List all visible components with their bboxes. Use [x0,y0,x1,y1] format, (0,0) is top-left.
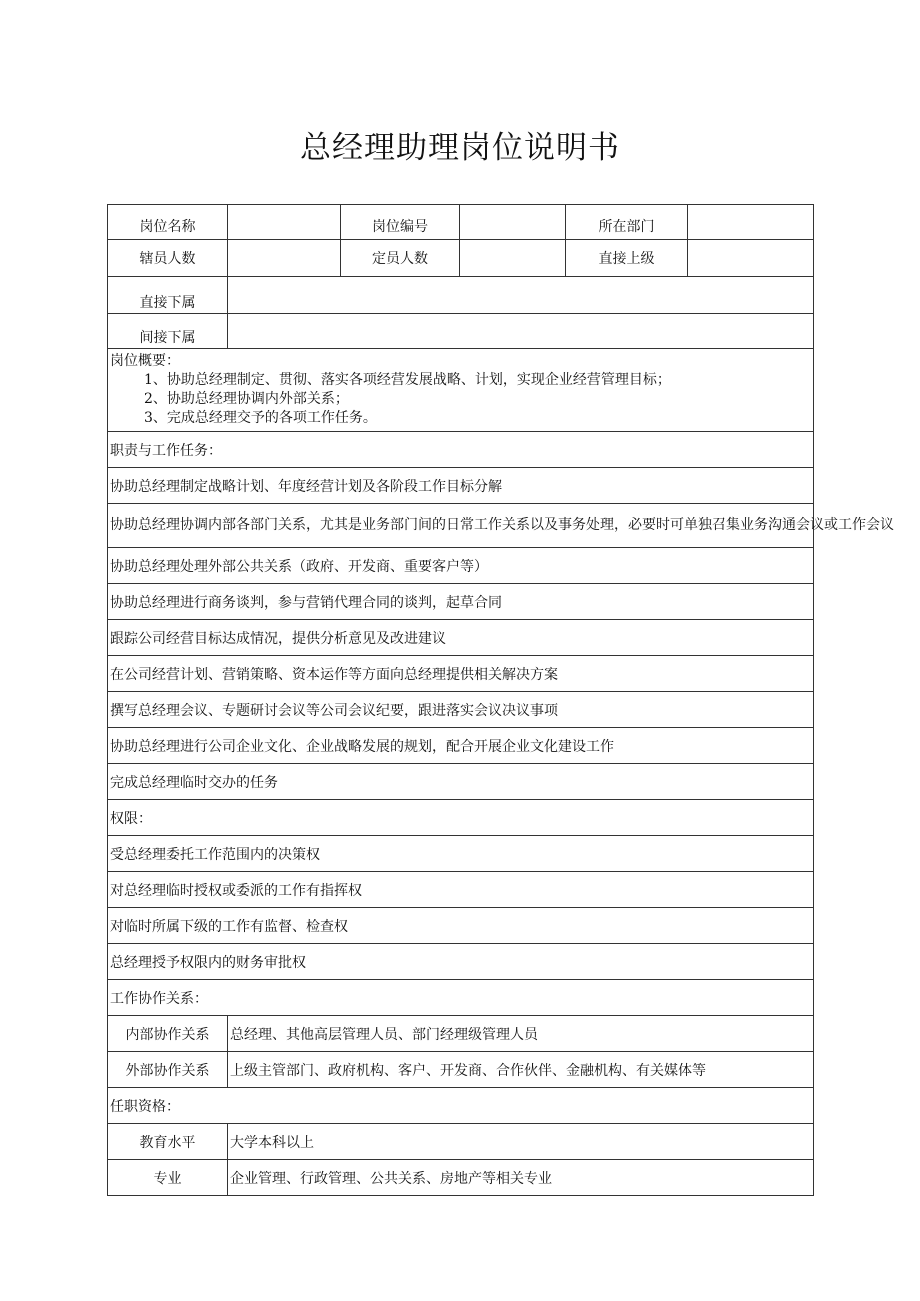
duty-row [108,504,814,548]
job-description-table [107,204,894,1196]
duty-row [108,692,814,728]
internal-relations-row [108,1016,814,1052]
basic-info-row-2 [108,240,814,277]
direct-superior-label: 直接上级 [566,240,688,277]
summary-cell [108,349,814,432]
authority-row [108,944,814,980]
direct-subordinates-field[interactable] [228,277,814,314]
subordinates-count-label: 辖员人数 [108,240,228,277]
duties-heading-row [108,432,814,468]
authority-row [108,872,814,908]
basic-info-row-1 [108,205,814,240]
qualifications-heading: 任职资格： [108,1088,814,1124]
duties-heading: 职责与工作任务： [108,432,814,468]
headcount-label: 定员人数 [341,240,460,277]
summary-heading: 岗位概要： [110,353,180,369]
duty-item: 跟踪公司经营目标达成情况，提供分析意见及改进建议 [108,620,814,656]
education-row [108,1124,814,1160]
relations-heading: 工作协作关系： [108,980,814,1016]
direct-superior-field[interactable] [688,240,814,277]
duty-item: 协助总经理协调内部各部门关系，尤其是业务部门间的日常工作关系以及事务处理，必要时可单独召集业务沟通会议或工作会议 [108,504,814,548]
duty-row [108,656,814,692]
department-label: 所在部门 [566,205,688,240]
authority-item: 总经理授予权限内的财务审批权 [108,944,814,980]
position-name-label: 岗位名称 [108,205,228,240]
internal-relations-label: 内部协作关系 [108,1016,228,1052]
duty-item: 协助总经理进行公司企业文化、企业战略发展的规划，配合开展企业文化建设工作 [108,728,814,764]
duty-row [108,468,814,504]
position-code-field[interactable] [460,205,566,240]
external-relations-row [108,1052,814,1088]
major-label: 专业 [108,1160,228,1196]
duty-item: 在公司经营计划、营销策略、资本运作等方面向总经理提供相关解决方案 [108,656,814,692]
headcount-field[interactable] [460,240,566,277]
department-field[interactable] [688,205,814,240]
duty-row [108,728,814,764]
duty-item: 协助总经理制定战略计划、年度经营计划及各阶段工作目标分解 [108,468,814,504]
indirect-subordinates-field[interactable] [228,314,814,349]
duty-row [108,620,814,656]
position-name-field[interactable] [228,205,341,240]
duty-row [108,584,814,620]
document-title: 总经理助理岗位说明书 [300,130,620,166]
indirect-subordinates-row [108,314,814,349]
authority-item: 对临时所属下级的工作有监督、检查权 [108,908,814,944]
summary-item: 3、完成总经理交予的各项工作任务。 [144,410,377,426]
qualifications-heading-row [108,1088,814,1124]
major-row [108,1160,814,1196]
authority-heading: 权限： [108,800,814,836]
external-relations-label: 外部协作关系 [108,1052,228,1088]
external-relations-value: 上级主管部门、政府机构、客户、开发商、合作伙伴、金融机构、有关媒体等 [228,1052,814,1088]
duty-row [108,548,814,584]
authority-item: 受总经理委托工作范围内的决策权 [108,836,814,872]
duty-row [108,764,814,800]
authority-heading-row [108,800,814,836]
internal-relations-value: 总经理、其他高层管理人员、部门经理级管理人员 [228,1016,814,1052]
duty-item: 撰写总经理会议、专题研讨会议等公司会议纪要，跟进落实会议决议事项 [108,692,814,728]
relations-heading-row [108,980,814,1016]
duty-item: 完成总经理临时交办的任务 [108,764,814,800]
authority-row [108,908,814,944]
summary-item: 1、协助总经理制定、贯彻、落实各项经营发展战略、计划，实现企业经营管理目标； [144,372,671,388]
direct-subordinates-row [108,277,814,314]
authority-row [108,836,814,872]
summary-item: 2、协助总经理协调内外部关系； [144,391,349,407]
duty-item: 协助总经理进行商务谈判，参与营销代理合同的谈判，起草合同 [108,584,814,620]
authority-item: 对总经理临时授权或委派的工作有指挥权 [108,872,814,908]
education-value: 大学本科以上 [228,1124,814,1160]
education-label: 教育水平 [108,1124,228,1160]
subordinates-count-field[interactable] [228,240,341,277]
major-value: 企业管理、行政管理、公共关系、房地产等相关专业 [228,1160,814,1196]
indirect-subordinates-label: 间接下属 [108,314,228,349]
duty-item: 协助总经理处理外部公共关系（政府、开发商、重要客户等） [108,548,814,584]
position-code-label: 岗位编号 [341,205,460,240]
summary-row [108,349,814,432]
direct-subordinates-label: 直接下属 [108,277,228,314]
